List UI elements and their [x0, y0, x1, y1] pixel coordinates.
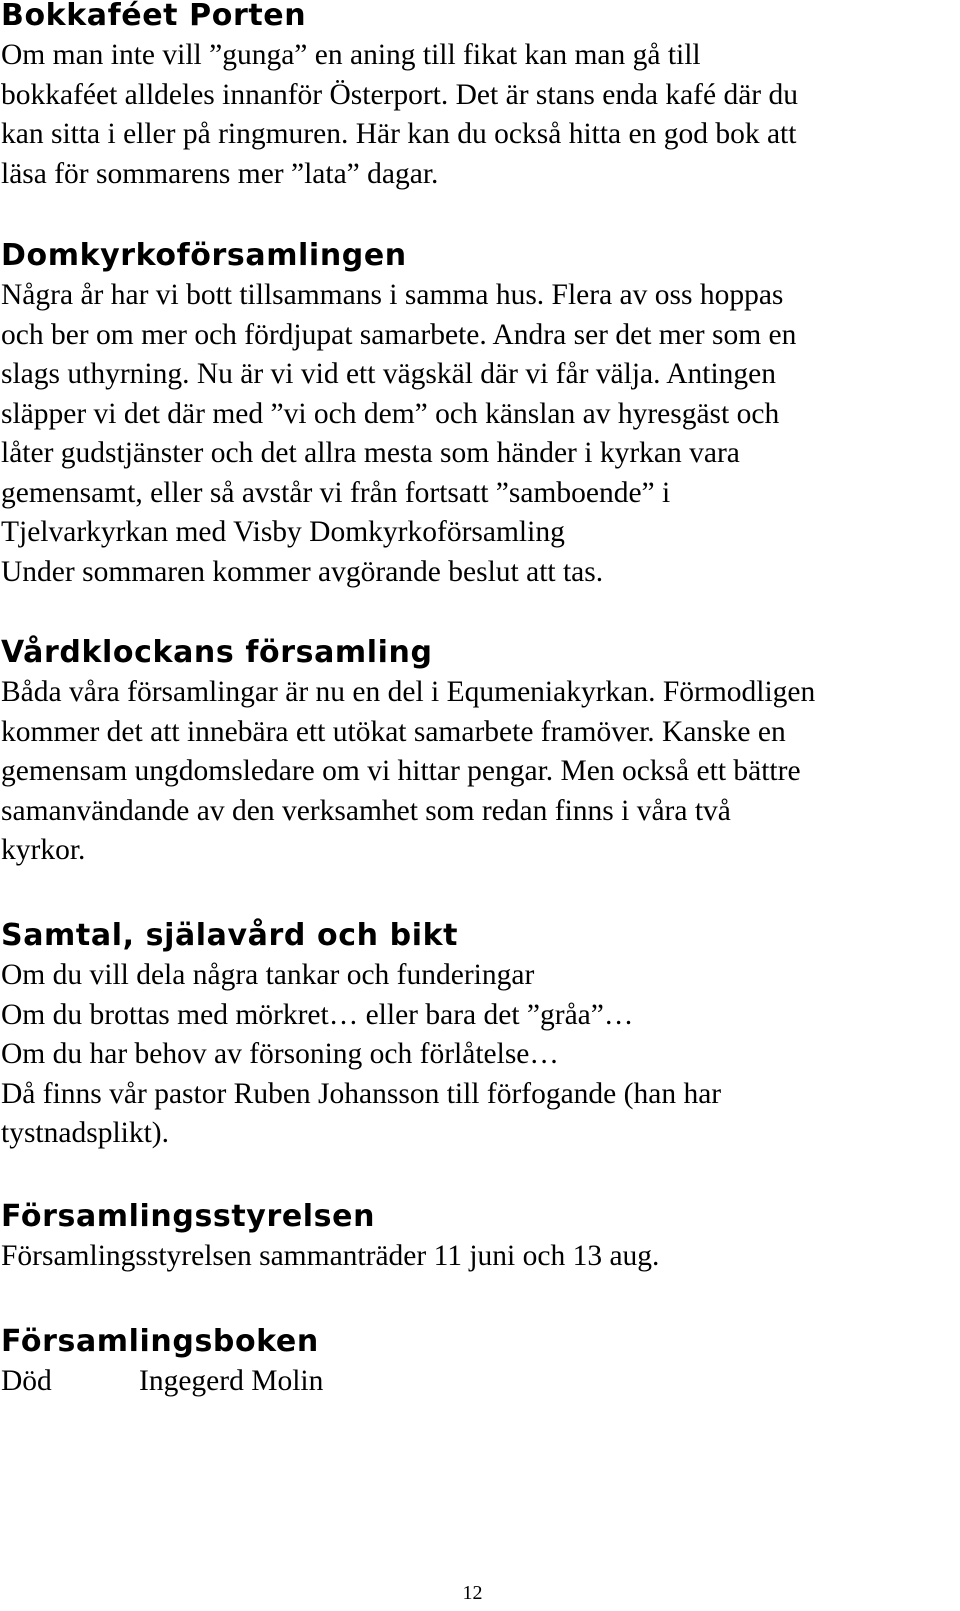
body-line: Församlingsstyrelsen sammanträder 11 juni och 13 aug. — [1, 1240, 660, 1272]
section-heading: Församlingsboken — [1, 1324, 319, 1359]
section-body — [1, 276, 951, 592]
body-line: Om du brottas med mörkret… eller bara det ”gråa”… — [1, 998, 634, 1031]
section-heading: Församlingsstyrelsen — [1, 1199, 376, 1234]
section-body — [1, 673, 951, 871]
body-line: gemensam ungdomsledare om vi hittar pengar. Men också ett bättre — [1, 755, 801, 787]
section-samtal — [1, 920, 951, 1154]
body-line: Några år har vi bott tillsammans i samma hus. Flera av oss hoppas — [1, 279, 784, 311]
section-domkyrko — [1, 240, 951, 592]
section-bokkafeet — [1, 0, 951, 194]
section-vardklockans — [1, 637, 951, 871]
body-line: Under sommaren kommer avgörande beslut att tas. — [1, 555, 604, 588]
body-line: Båda våra församlingar är nu en del i Equmeniakyrkan. Förmodligen — [1, 676, 816, 708]
body-line: kyrkor. — [1, 834, 86, 866]
body-line: kommer det att innebära ett utökat samarbete framöver. Kanske en — [1, 715, 786, 748]
deceased-name: Ingegerd Molin — [139, 1365, 324, 1397]
page-number: 12 — [462, 1582, 483, 1604]
section-heading: Domkyrkoförsamlingen — [1, 238, 407, 273]
section-boken — [1, 1326, 951, 1402]
deaths-label: Död — [1, 1365, 52, 1397]
body-line: låter gudstjänster och det allra mesta som händer i kyrkan vara — [1, 437, 740, 469]
deaths-entry — [1, 1362, 951, 1402]
body-line: Då finns vår pastor Ruben Johansson till förfogande (han har — [1, 1077, 722, 1110]
section-heading: Samtal, själavård och bikt — [1, 918, 459, 953]
body-line: gemensamt, eller så avstår vi från fortsatt ”samboende” i — [1, 476, 671, 509]
section-styrelsen — [1, 1201, 951, 1277]
body-line: slags uthyrning. Nu är vi vid ett vägskäl där vi får välja. Antingen — [1, 358, 777, 390]
body-line: släpper vi det där med ”vi och dem” och känslan av hyresgäst och — [1, 397, 780, 430]
body-line: samanvändande av den verksamhet som redan finns i våra två — [1, 794, 731, 827]
body-line: Tjelvarkyrkan med Visby Domkyrkoförsamling — [1, 516, 565, 548]
section-body — [1, 36, 951, 194]
body-line: Om du vill dela några tankar och funderingar — [1, 959, 535, 991]
body-line: bokkaféet alldeles innanför Österport. Det är stans enda kafé där du — [1, 78, 799, 111]
section-heading: Vårdklockans församling — [1, 635, 433, 670]
section-body — [1, 1237, 951, 1277]
body-line: kan sitta i eller på ringmuren. Här kan du också hitta en god bok att — [1, 118, 797, 150]
body-line: Om man inte vill ”gunga” en aning till fikat kan man gå till — [1, 39, 701, 71]
body-line: och ber om mer och fördjupat samarbete. Andra ser det mer som en — [1, 318, 797, 351]
body-line: läsa för sommarens mer ”lata” dagar. — [1, 157, 439, 190]
section-body — [1, 956, 951, 1154]
section-heading: Bokkaféet Porten — [1, 0, 307, 33]
body-line: Om du har behov av försoning och förlåtelse… — [1, 1038, 559, 1070]
body-line: tystnadsplikt). — [1, 1117, 169, 1149]
